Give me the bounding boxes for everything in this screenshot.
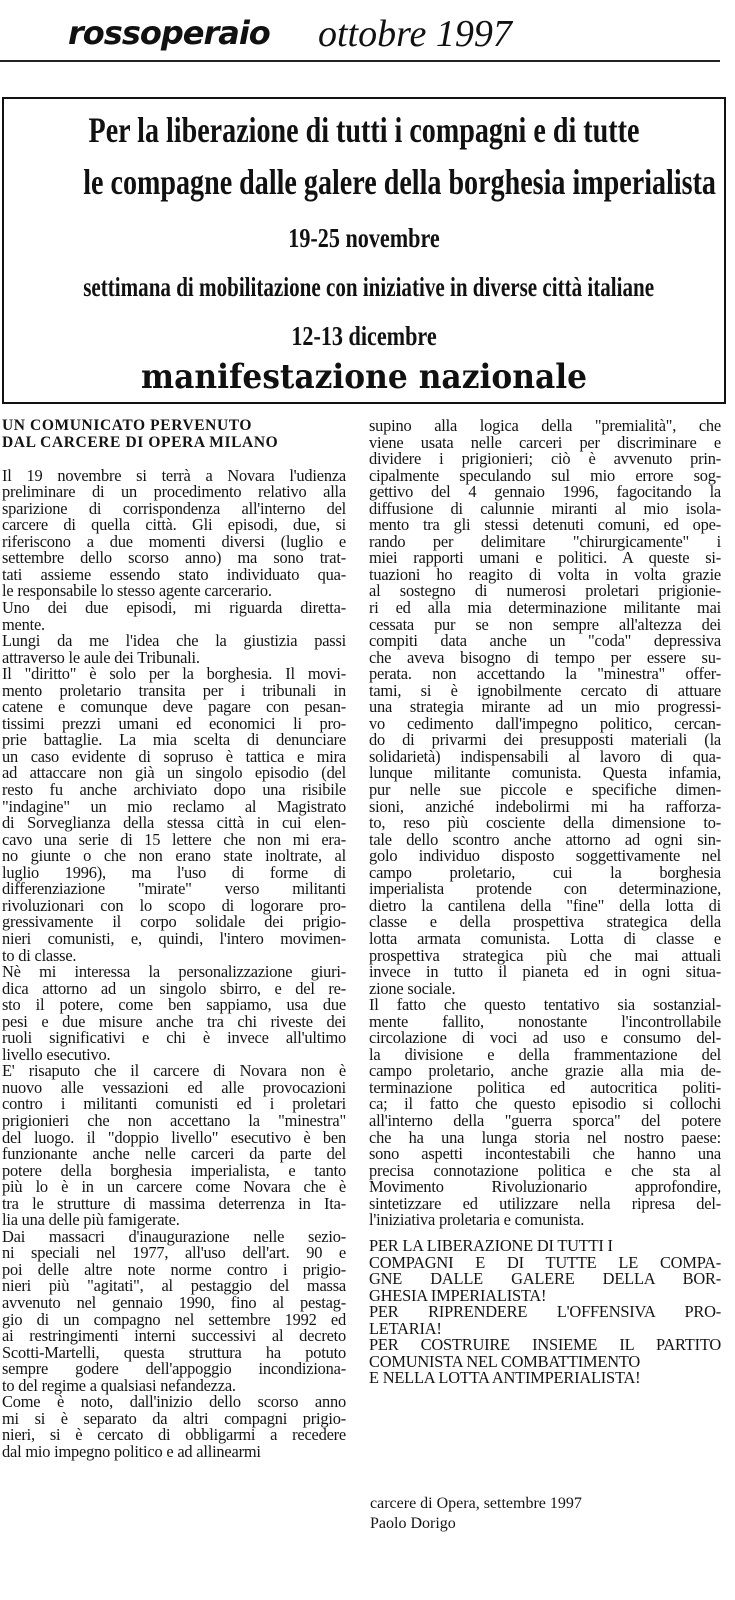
article-line: ai restringimenti interni successivi al decreto	[2, 1326, 346, 1346]
article-line: UN COMUNICATO PERVENUTO	[2, 417, 253, 434]
article-line: Movimento Rivoluzionario approfondire,	[369, 1177, 721, 1197]
article-line: to di classe.	[2, 945, 77, 965]
demonstration-title: manifestazione nazionale	[140, 357, 588, 397]
article-line: dividere i prigionieri; ciò è avvenuto prin-	[369, 449, 721, 469]
article-line: Lungi da me l'idea che la giustizia passi	[2, 631, 346, 651]
masthead	[0, 0, 735, 62]
article-line: una strategia mirante ad un mio progressi-	[369, 697, 721, 717]
article-line: sto il potere, come ben sappiamo, usa due	[2, 995, 346, 1015]
article-line: diffusione di calunnie miranti al mio isola-	[369, 498, 721, 518]
slogan-line: LETARIA!	[369, 1318, 442, 1338]
article-line: avvenuto nel gennaio 1990, fino al pestag-	[2, 1292, 346, 1312]
slogan-line: E NELLA LOTTA ANTIMPERIALISTA!	[369, 1368, 641, 1388]
article-line: che aveva bisogno di tempo per essere su-	[369, 647, 721, 667]
article-line: settembre dello scorso anno) ma sono trat-	[2, 548, 346, 568]
article-left-column	[2, 418, 346, 1460]
issue-date: ottobre 1997	[318, 13, 512, 55]
article-line: Scotti-Martelli, questa struttura ha potuto	[2, 1342, 346, 1362]
article-line: invece in tutto il pianeta ed in ogni situa-	[369, 962, 721, 982]
article-line: nuovo alle vessazioni ed alle provocazioni	[2, 1077, 346, 1097]
article-line: nieri comunisti, e, quindi, l'intero movimen-	[2, 928, 346, 948]
announcement-box	[2, 97, 726, 404]
article-line: pesi e due misure anche tra chi riveste dei	[2, 1011, 346, 1031]
article-line: mento tra gli stessi detenuti comuni, ed ope-	[369, 515, 721, 535]
article-line: Il 19 novembre si terrà a Novara l'udienza	[2, 465, 346, 485]
article-line: golo individuo disposto soggettivamente nel	[369, 846, 721, 866]
article-line: gressivamente il corpo solidale dei prigio-	[2, 912, 346, 932]
article-line: gio di un compagno nel settembre 1992 ed	[2, 1309, 346, 1329]
article-line: Uno dei due episodi, mi riguarda direttа-	[2, 598, 346, 618]
article-line: campo proletario, anche grazie alla mia de-	[369, 1061, 721, 1081]
article-line: Il fatto che questo tentativo sia sostanzial-	[369, 995, 721, 1015]
article-line: Nè mi interessa la personalizzazione giuri-	[2, 962, 346, 982]
article-line: ruoli significativi e chi è invece all'ultimo	[2, 1028, 346, 1048]
article-line: luglio 1996), ma l'uso di forme di	[2, 862, 346, 882]
article-line: cessata pur se non sempre all'altezza dei	[369, 614, 721, 634]
article-line: ni speciali nel 1977, all'uso dell'art. 90 e	[2, 1243, 346, 1263]
article-line: di Sorveglianza della stessa città in cui elen-	[2, 813, 346, 833]
article-line: la divisione e della frammentazione del	[369, 1044, 721, 1064]
article-line: tale dello scontro anche attorno ad ogni sin-	[369, 829, 721, 849]
article-line: poi delle altre note norme contro i prigio-	[2, 1259, 346, 1279]
article-line: "indagine" un mio reclamo al Magistrato	[2, 796, 346, 816]
article-line: tati assieme essendo stato individuato qua-	[2, 564, 346, 584]
article-line: precisa connotazione politica e che sta al	[369, 1160, 721, 1180]
article-line: tissimi prezzi umani ed economici li pro-	[2, 713, 346, 733]
article-line: rivoluzionari con lo scopo di logorare pro-	[2, 895, 346, 915]
article-line: più lo è in un carcere come Novara che è	[2, 1177, 346, 1197]
article-line: attraverso le aule dei Tribunali.	[2, 647, 200, 667]
article-line: dietro la cantilena della "fine" della lotta di	[369, 895, 721, 915]
article-line: funzionante anche nelle carceri da parte del	[2, 1144, 346, 1164]
article-line: lia una delle più famigerate.	[2, 1210, 180, 1230]
slogans-block	[369, 1237, 721, 1386]
article-line: cavo una serie di 15 lettere che non mi era-	[2, 829, 346, 849]
article-line: ca; il fatto che questo episodio si collochi	[369, 1094, 721, 1114]
article-line: mento proletario transita per i tribunali in	[2, 680, 346, 700]
article-line: circolazione di voci ad uso e consumo del-	[369, 1028, 721, 1048]
article-line: Come è noto, dall'inizio dello scorso anno	[2, 1392, 346, 1412]
article-right-column	[369, 418, 721, 1229]
article-line: no giunte o che non erano state inoltrate, al	[2, 846, 346, 866]
article-line: imperialista protende con determinazione,	[369, 879, 721, 899]
article-line: sono aspetti incontestabili che hanno una	[369, 1144, 721, 1164]
article-line: DAL CARCERE DI OPERA MILANO	[2, 433, 279, 451]
article-line: perata. non accettando la "minestra" offer-	[369, 664, 721, 684]
article-line: ri ed alla mia determinazione militante mai	[369, 598, 721, 618]
article-line: al sostegno di numerosi proletari prigionie-	[369, 581, 721, 601]
article-line: livello esecutivo.	[2, 1044, 111, 1064]
slogan-line: COMUNISTA NEL COMBATTIMENTO	[369, 1351, 641, 1371]
article-line: zione sociale.	[369, 978, 456, 998]
article-line: preliminare di un procedimento relativo alla	[2, 482, 346, 502]
article-line: miei rapporti umani e politici. A queste si-	[369, 548, 721, 568]
article-line: che ha una lunga storia nel nostro paese:	[369, 1127, 721, 1147]
article-line: mi si è separato da altri compagni prigio-	[2, 1408, 346, 1428]
article-line: gettivo del 4 gennaio 1996, fagocitando la	[369, 482, 721, 502]
mobilization-description: settimana di mobilitazione con iniziative in diverse città italiane	[83, 272, 655, 302]
headline-line-1: Per la liberazione di tutti i compagni e di tutte	[88, 110, 640, 150]
article-line: lunque militante comunista. Questa infamia,	[369, 763, 721, 783]
article-line: dal mio impegno politico e ad allinearmi	[2, 1441, 261, 1461]
article-line: un caso evidente di sopruso è tattica e mira	[2, 746, 346, 766]
article-line: potere della borghesia imperialista, e tanto	[2, 1160, 346, 1180]
article-line: rando per delimitare "chirurgicamente" i	[369, 531, 721, 551]
slogan-line: PER LA LIBERAZIONE DI TUTTI I	[369, 1236, 613, 1255]
article-line: ad attaccare non già un singolo episodio (del	[2, 763, 346, 783]
article-line: tami, si è ignobilmente cercato di attuare	[369, 680, 721, 700]
article-line: sempre godere dell'appoggio incondiziona-	[2, 1359, 346, 1379]
article-line: E' risaputo che il carcere di Novara non è	[2, 1061, 346, 1081]
article-line: classe e della prospettiva strategica della	[369, 912, 721, 932]
article-line: vo cedimento dall'impegno politico, cercan-	[369, 713, 721, 733]
mobilization-dates: 19-25 novembre	[288, 223, 440, 253]
article-line: cipalmente speculando sul mio errore sog-	[369, 465, 721, 485]
article-line: all'interno della "guerra sporca" del potere	[369, 1110, 721, 1130]
newspaper-name: rossoperaio	[68, 14, 270, 52]
article-line: to, reso più cosciente della dimensione to-	[369, 813, 721, 833]
article-line: prigionieri che non accettano la "minestra"	[2, 1110, 346, 1130]
article-line: compiti data anche un "coda" depressiva	[369, 631, 721, 651]
article-line: carcere di quella città. Gli episodi, due, si	[2, 515, 346, 535]
article-line: sioni, anziché indebolirmi mi ha rafforza-	[369, 796, 721, 816]
article-line: lotta armata comunista. Lotta di classe e	[369, 928, 721, 948]
article-line: campo proletario, cui la borghesia	[369, 862, 721, 882]
article-line: prospettiva strategica più che mai attuali	[369, 945, 721, 965]
article-line: tuazioni ho reagito di volta in volta grazie	[369, 564, 721, 584]
article-line: Dai massacri d'inaugurazione nelle sezio-	[2, 1226, 346, 1246]
article-line: terminazione politica ed autocritica politi-	[369, 1077, 721, 1097]
article-line: sintetizzare ed utilizzare nella ripresa del-	[369, 1193, 721, 1213]
slogan-line: COMPAGNI E DI TUTTE LE COMPA-	[369, 1252, 721, 1272]
article-line: viene usata nelle carceri per discriminare e	[369, 432, 721, 452]
slogan-line: PER RIPRENDERE L'OFFENSIVA PRO-	[369, 1302, 721, 1322]
article-line: mente.	[2, 614, 45, 634]
article-line: catene e comunque deve pagare con pesan-	[2, 697, 346, 717]
article-line: contro i militanti comunisti ed i proletari	[2, 1094, 346, 1114]
slogan-line: GHESIA IMPERIALISTA!	[369, 1285, 547, 1305]
article-line: nieri più "agitati", al pestaggio del massa	[2, 1276, 346, 1296]
article-line: to del regime a qualsiasi nefandezza.	[2, 1375, 236, 1395]
article-line: prie battaglie. La mia scelta di denunciare	[2, 730, 346, 750]
article-line: riferiscono a due momenti diversi (luglio e	[2, 531, 346, 551]
article-line: do di privarmi dei presupposti materiali (la	[369, 730, 721, 750]
demonstration-dates: 12-13 dicembre	[291, 321, 437, 351]
article-line: differenziazione "mirate" verso militanti	[2, 879, 346, 899]
slogan-line: GNE DALLE GALERE DELLA BOR-	[369, 1269, 721, 1289]
article-line: supino alla logica della "premialità", che	[369, 416, 721, 435]
article-line: resto fu anche archiviato dopo una risibile	[2, 780, 346, 800]
article-line: sparizione di corrispondenza all'interno del	[2, 498, 346, 518]
slogan-line: PER COSTRUIRE INSIEME IL PARTITO	[369, 1335, 721, 1355]
article-line: Il "diritto" è solo per la borghesia. Il movi-	[2, 664, 346, 684]
article-line: le responsabile lo stesso agente carcerario.	[2, 581, 272, 601]
article-line: tra le strutture di massima deterrenza in Ita-	[2, 1193, 346, 1213]
headline-line-2: le compagne dalle galere della borghesia imperialista	[83, 162, 716, 202]
article-line: l'iniziativa proletaria e comunista.	[369, 1210, 585, 1230]
article-line: pur nelle sue piccole e specifiche dimen-	[369, 780, 721, 800]
article-line: nieri, si è cercato di obbligarmi a recedere	[2, 1425, 346, 1445]
masthead-rule	[0, 60, 720, 62]
article-line: dica attorno ad un singolo sbirro, e del re-	[2, 978, 346, 998]
article-line: del luogo. il "doppio livello" esecutivo è ben	[2, 1127, 346, 1147]
article-line: mente fallito, nonostante l'incontrollabile	[369, 1011, 721, 1031]
signature-place-date: carcere di Opera, settembre 1997	[370, 1495, 582, 1512]
article-line: solidarietà) indispensabili al lavoro di qua-	[369, 746, 721, 766]
signature-author: Paolo Dorigo	[370, 1515, 456, 1532]
